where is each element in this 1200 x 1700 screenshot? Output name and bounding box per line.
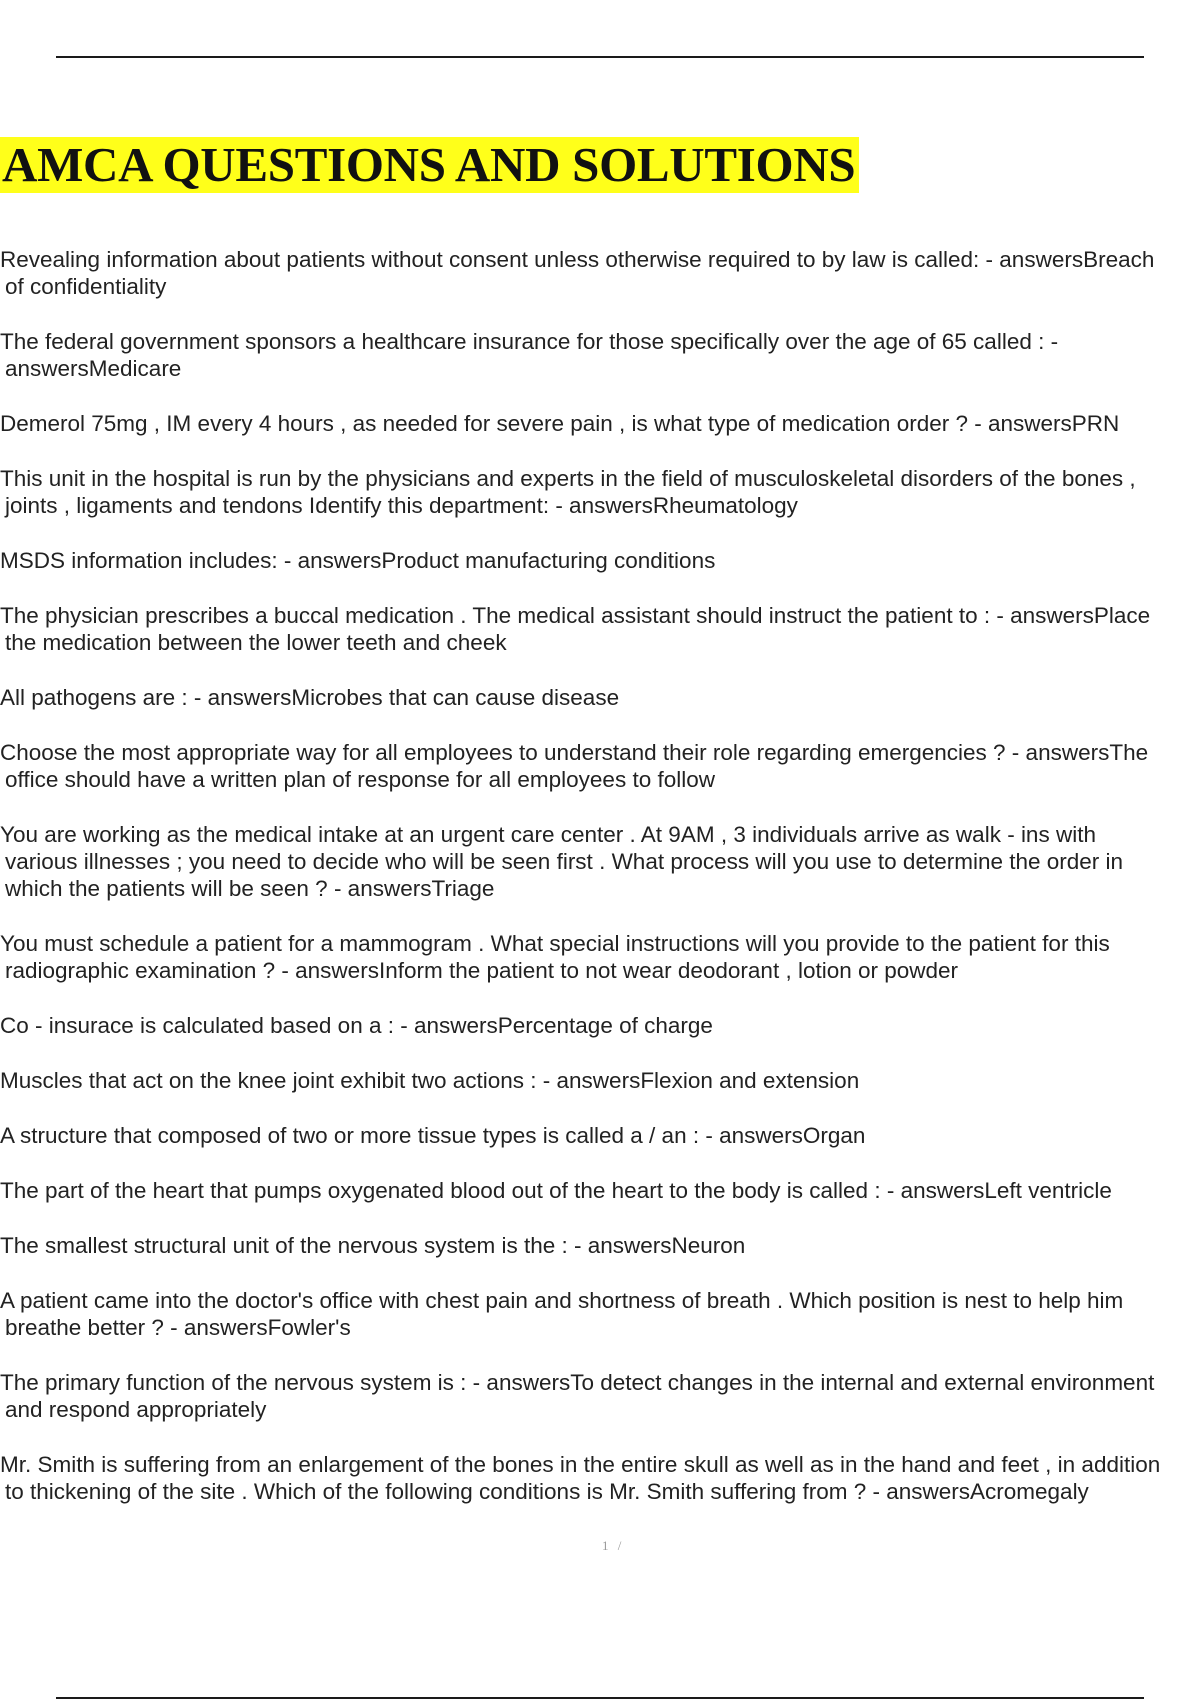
qa-item xyxy=(0,1369,1200,1423)
qa-item xyxy=(0,739,1200,793)
qa-item-line: the medication between the lower teeth and cheek xyxy=(5,630,507,655)
qa-item xyxy=(0,1232,1200,1259)
qa-item xyxy=(0,821,1200,902)
qa-item-line: The part of the heart that pumps oxygenated blood out of the heart to the body is called : - answersLeft ventricle xyxy=(0,1178,1112,1203)
qa-item-line: joints , ligaments and tendons Identify this department: - answersRheumatology xyxy=(5,493,798,518)
qa-item-line: You are working as the medical intake at an urgent care center . At 9AM , 3 individuals arrive as walk - ins with xyxy=(0,822,1096,847)
qa-item-line: Demerol 75mg , IM every 4 hours , as needed for severe pain , is what type of medication order ? - answersPRN xyxy=(0,411,1120,436)
qa-item-line: radiographic examination ? - answersInform the patient to not wear deodorant , lotion or powder xyxy=(5,958,959,983)
document-title: AMCA QUESTIONS AND SOLUTIONS xyxy=(0,137,859,193)
qa-item xyxy=(0,1177,1200,1204)
qa-item-line: The smallest structural unit of the nervous system is the : - answersNeuron xyxy=(0,1233,746,1258)
qa-item xyxy=(0,930,1200,984)
bottom-horizontal-rule xyxy=(56,1697,1144,1699)
qa-item-line: office should have a written plan of response for all employees to follow xyxy=(5,767,715,792)
qa-item-line: answersMedicare xyxy=(5,356,182,381)
qa-item xyxy=(0,1067,1200,1094)
qa-item-line: All pathogens are : - answersMicrobes that can cause disease xyxy=(0,685,620,710)
qa-item-line: Revealing information about patients without consent unless otherwise required to by law is called: - answersBreach xyxy=(0,247,1155,272)
qa-item-line: which the patients will be seen ? - answersTriage xyxy=(5,876,495,901)
qa-item-line: The federal government sponsors a healthcare insurance for those specifically over the age of 65 called : - xyxy=(0,329,1059,354)
question-answer-list xyxy=(0,246,1200,1533)
qa-item xyxy=(0,1122,1200,1149)
qa-item xyxy=(0,1451,1200,1505)
qa-item-line: You must schedule a patient for a mammogram . What special instructions will you provide to the patient for this xyxy=(0,931,1110,956)
qa-item-line: A patient came into the doctor's office with chest pain and shortness of breath . Which position is nest to help him xyxy=(0,1288,1124,1313)
qa-item xyxy=(0,246,1200,300)
qa-item-line: MSDS information includes: - answersProduct manufacturing conditions xyxy=(0,548,716,573)
qa-item-line: to thickening of the site . Which of the following conditions is Mr. Smith suffering from ? - answersAcromegaly xyxy=(5,1479,1089,1504)
qa-item-line: The primary function of the nervous system is : - answersTo detect changes in the internal and external environment xyxy=(0,1370,1155,1395)
qa-item-line: of confidentiality xyxy=(5,274,167,299)
qa-item xyxy=(0,684,1200,711)
qa-item-line: and respond appropriately xyxy=(5,1397,267,1422)
qa-item-line: Muscles that act on the knee joint exhibit two actions : - answersFlexion and extension xyxy=(0,1068,860,1093)
title-container xyxy=(0,137,859,193)
qa-item xyxy=(0,1012,1200,1039)
top-horizontal-rule xyxy=(56,56,1144,58)
qa-item-line: This unit in the hospital is run by the physicians and experts in the field of musculoskeletal disorders of the bones , xyxy=(0,466,1136,491)
qa-item xyxy=(0,410,1200,437)
qa-item-line: Mr. Smith is suffering from an enlargement of the bones in the entire skull as well as in the hand and feet , in addition xyxy=(0,1452,1161,1477)
qa-item-line: breathe better ? - answersFowler's xyxy=(5,1315,351,1340)
qa-item xyxy=(0,1287,1200,1341)
qa-item-line: various illnesses ; you need to decide who will be seen first . What process will you use to determine the order in xyxy=(5,849,1124,874)
qa-item-line: Choose the most appropriate way for all employees to understand their role regarding emergencies ? - answersThe xyxy=(0,740,1149,765)
qa-item-line: Co - insurace is calculated based on a : - answersPercentage of charge xyxy=(0,1013,713,1038)
qa-item xyxy=(0,465,1200,519)
qa-item-line: The physician prescribes a buccal medication . The medical assistant should instruct the patient to : - answersPlace xyxy=(0,603,1151,628)
qa-item xyxy=(0,547,1200,574)
page-number: 1 / xyxy=(602,1538,625,1553)
qa-item-line: A structure that composed of two or more tissue types is called a / an : - answersOrgan xyxy=(0,1123,866,1148)
qa-item xyxy=(0,328,1200,382)
qa-item xyxy=(0,602,1200,656)
